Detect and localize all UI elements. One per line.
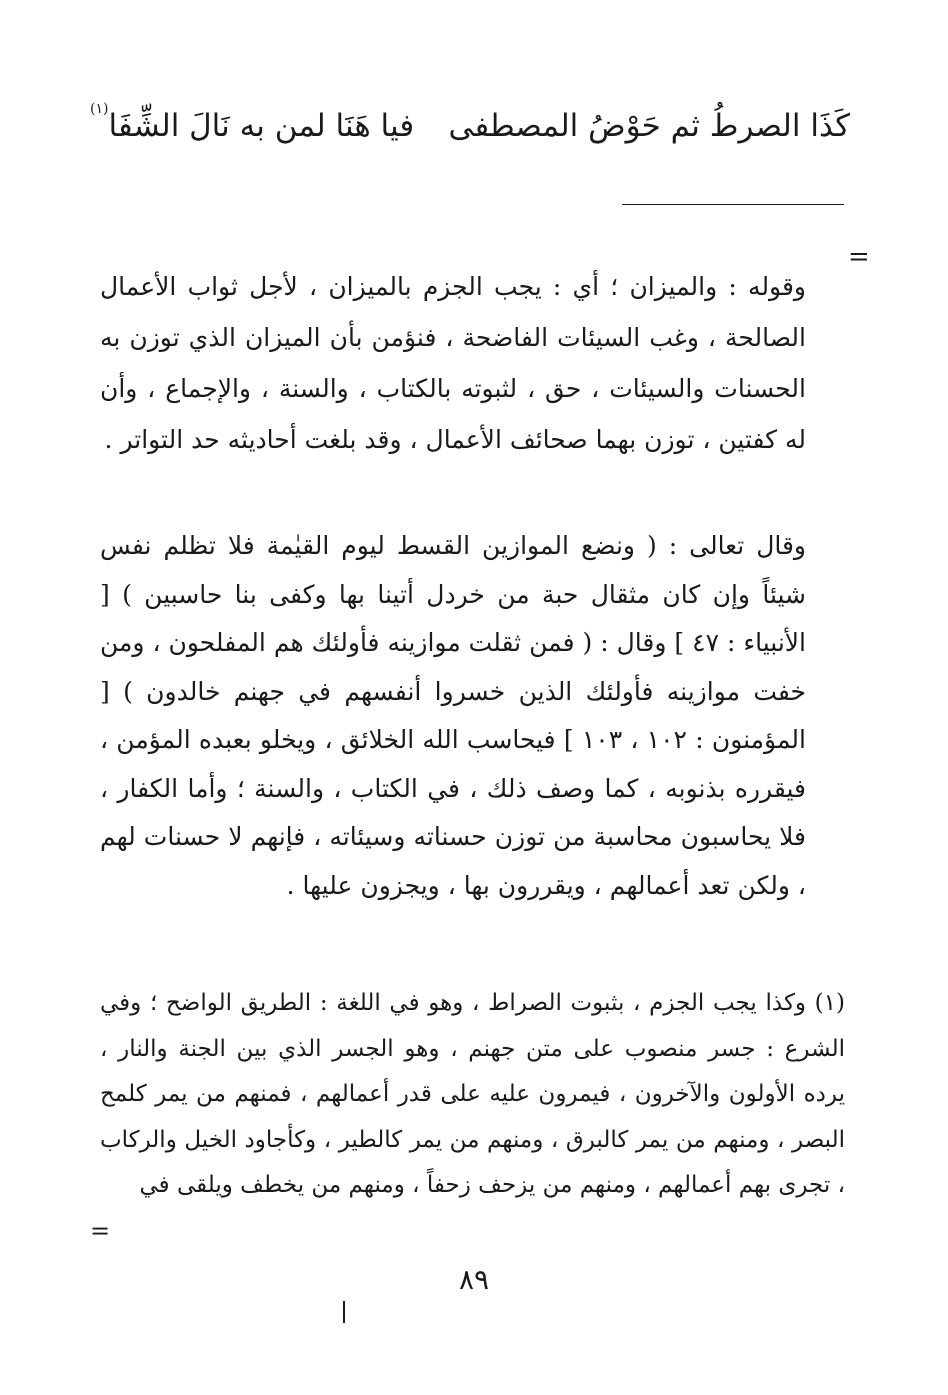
continuation-mark: = <box>848 242 870 272</box>
verse-left-hemistich: فيا هَنَا لمن به نَالَ الشِّفَا$^{(١)}$ <box>90 101 415 144</box>
footnote-continuation-mark: = <box>90 1217 111 1245</box>
verse-divider-rule <box>622 204 844 205</box>
poem-verse <box>90 96 850 156</box>
print-mark <box>343 1301 345 1323</box>
verse-right-hemistich: كَذَا الصرطُ ثم حَوْضُ المصطفى <box>448 108 850 144</box>
footnote-reference: (١) <box>90 101 109 117</box>
footnote-paragraph: (١) وكذا يجب الجزم ، بثبوت الصراط ، وهو في اللغة : الطريق الواضح ؛ وفي الشرع : جسر منصوب على متن جهنم ، وهو الجسر الذي بين الجنة والنار ، يرده الأولون والآخرون ، فيمرون عليه على قدر أعمالهم ، فمنهم من يمر كلمح البصر ، ومنهم من يمر كالبرق ، ومنهم من يمر كالطير ، وكأجاود الخيل والركاب ، تجرى بهم أعمالهم ، ومنهم من يزحف زحفاً ، ومنهم من يخطف ويلقى في <box>100 990 845 1198</box>
commentary-paragraph-2: وقال تعالى : ( ونضع الموازين القسط ليوم القيٰمة فلا تظلم نفس شيئاً وإن كان مثقال حبة من خردل أتينا بها وكفى بنا حاسبين ) [ الأنبياء : ٤٧ ] وقال : ( فمن ثقلت موازينه فأولئك هم المفلحون ، ومن خفت موازينه فأولئك الذين خسروا أنفسهم في جهنم خالدون ) [ المؤمنون : ١٠٢ ، ١٠٣ ] فيحاسب الله الخلائق ، ويخلو بعبده المؤمن ، فيقرره بذنوبه ، كما وصف ذلك ، في الكتاب ، والسنة ؛ وأما الكفار ، فلا يحاسبون محاسبة من توزن حسناته وسيئاته ، فإنهم لا حسنات لهم ، ولكن تعد أعمالهم ، ويقررون بها ، ويجزون عليها . <box>100 531 806 900</box>
page-number: ٨٩ <box>458 1263 490 1296</box>
commentary-paragraph-1: وقوله : والميزان ؛ أي : يجب الجزم بالميزان ، لأجل ثواب الأعمال الصالحة ، وغب السيئات الفاضحة ، فنؤمن بأن الميزان الذي توزن به الحسنات والسيئات ، حق ، لثبوته بالكتاب ، والسنة ، والإجماع ، وأن له كفتين ، توزن بهما صحائف الأعمال ، وقد بلغت أحاديثه حد التواتر . <box>100 272 806 454</box>
